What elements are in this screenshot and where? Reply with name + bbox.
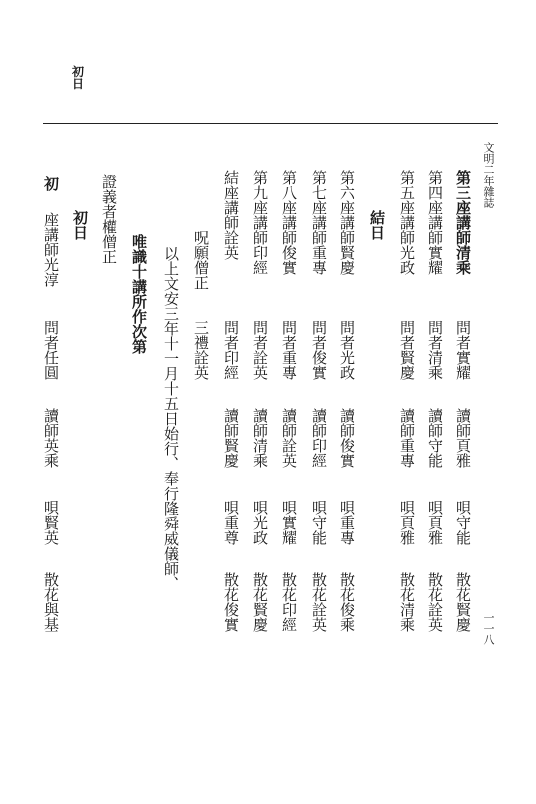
text-column [42,212,60,287]
text-column [310,320,328,380]
text-column [42,408,60,468]
text-column [310,170,328,275]
flower-entry: 散花詮英 [426,572,444,632]
lecturer-entry: 第九座講師印經 [251,170,269,275]
text-column [42,500,60,545]
text-column [398,320,416,380]
flower-entry: 散花賢慶 [454,572,472,632]
chanter-entry: 唄守能 [310,500,328,545]
text-column [454,500,472,545]
text-column [192,230,210,290]
day-heading [71,210,89,240]
questioner-entry: 問者印經 [222,320,240,380]
flower-entry: 散花印經 [280,572,298,632]
section-heading [130,234,148,354]
reader-entry: 讀師清乘 [251,408,269,468]
text-column [280,320,298,380]
reader-entry: 讀師守能 [426,408,444,468]
questioner-entry: 問者俊實 [310,320,328,380]
chanter-entry: 唄頁雅 [398,500,416,545]
chanter-entry: 唄重專 [338,500,356,545]
text-column [251,320,269,380]
text-column [338,500,356,545]
text-column [192,320,210,380]
text-column [251,500,269,545]
chanter-entry: 唄光政 [251,500,269,545]
incantation-entry: 呪願僧正 [192,230,210,290]
header-rule [43,123,498,124]
flower-entry: 散花俊乘 [338,572,356,632]
text-column [454,320,472,380]
lecturer-entry: 第五座講師光政 [398,170,416,275]
text-column [222,500,240,545]
text-column [222,170,240,260]
text-column [222,320,240,380]
lecturer-entry: 第七座講師重專 [310,170,328,275]
text-column [398,572,416,632]
reader-entry: 讀師頁雅 [454,408,472,468]
lecturer-entry: 結座講師詮英 [222,170,240,260]
text-column [426,320,444,380]
lecturer-entry: 第四座講師實耀 [426,170,444,275]
text-column [42,572,60,632]
text-column [100,174,118,264]
reader-entry: 讀師俊實 [338,408,356,468]
text-column [338,408,356,468]
chanter-entry: 唄頁雅 [426,500,444,545]
flower-entry: 散花俊實 [222,572,240,632]
reader-entry: 讀師賢慶 [222,408,240,468]
flower-entry: 散花清乘 [398,572,416,632]
reader-entry: 讀師英乘 [42,408,60,468]
text-column [280,170,298,275]
closing-note-text: 以上文安三年十一月十五日始行、奉行隆舜威儀師、 [162,246,180,591]
questioner-entry: 問者賢慶 [398,320,416,380]
chanter-entry: 唄賢英 [42,500,60,545]
closing-note [162,246,180,591]
text-column [454,572,472,632]
text-column [338,320,356,380]
questioner-entry: 問者光政 [338,320,356,380]
text-column [454,408,472,468]
flower-entry: 散花與基 [42,572,60,632]
text-column [310,500,328,545]
day-heading-label: 初日 [71,210,89,240]
questioner-entry: 問者任圓 [42,320,60,380]
questioner-entry: 問者詮英 [251,320,269,380]
text-column [280,500,298,545]
text-column [338,170,356,275]
text-column [251,408,269,468]
text-column [426,408,444,468]
text-column [426,170,444,275]
flower-entry: 散花詮英 [310,572,328,632]
text-column [398,408,416,468]
text-column [251,170,269,275]
attestor-entry: 證義者權僧正 [100,174,118,264]
text-column [42,320,60,380]
text-column [251,572,269,632]
text-column [280,408,298,468]
text-column [310,408,328,468]
lecturer-entry: 第八座講師俊實 [280,170,298,275]
margin-note: 初日 [72,65,85,91]
reader-entry: 讀師重專 [398,408,416,468]
three-obeisance-entry: 三禮詮英 [192,320,210,380]
chanter-entry: 唄實耀 [280,500,298,545]
text-column [426,572,444,632]
reader-entry: 讀師印經 [310,408,328,468]
text-column [426,500,444,545]
text-column [222,408,240,468]
reader-entry: 讀師詮英 [280,408,298,468]
day-heading-label: 結日 [368,210,386,240]
questioner-entry: 問者重專 [280,320,298,380]
lecturer-entry: 第三座講師清乘 [454,170,472,275]
section-heading-text: 唯識十講所作次第 [130,234,148,354]
session-label: 初 [42,176,60,191]
chanter-entry: 唄重尊 [222,500,240,545]
text-column [310,572,328,632]
text-column [222,572,240,632]
text-column [42,176,60,191]
day-heading [368,210,386,240]
questioner-entry: 問者實耀 [454,320,472,380]
running-head: 文明二年雜誌 [482,142,495,208]
text-column [280,572,298,632]
text-column [398,170,416,275]
flower-entry: 散花賢慶 [251,572,269,632]
questioner-entry: 問者清乘 [426,320,444,380]
text-column [454,170,472,275]
lecturer-entry: 第六座講師賢慶 [338,170,356,275]
text-column [338,572,356,632]
lecturer-entry: 座講師光淳 [42,212,60,287]
text-column [398,500,416,545]
chanter-entry: 唄守能 [454,500,472,545]
page-number: 一一八 [482,612,495,645]
